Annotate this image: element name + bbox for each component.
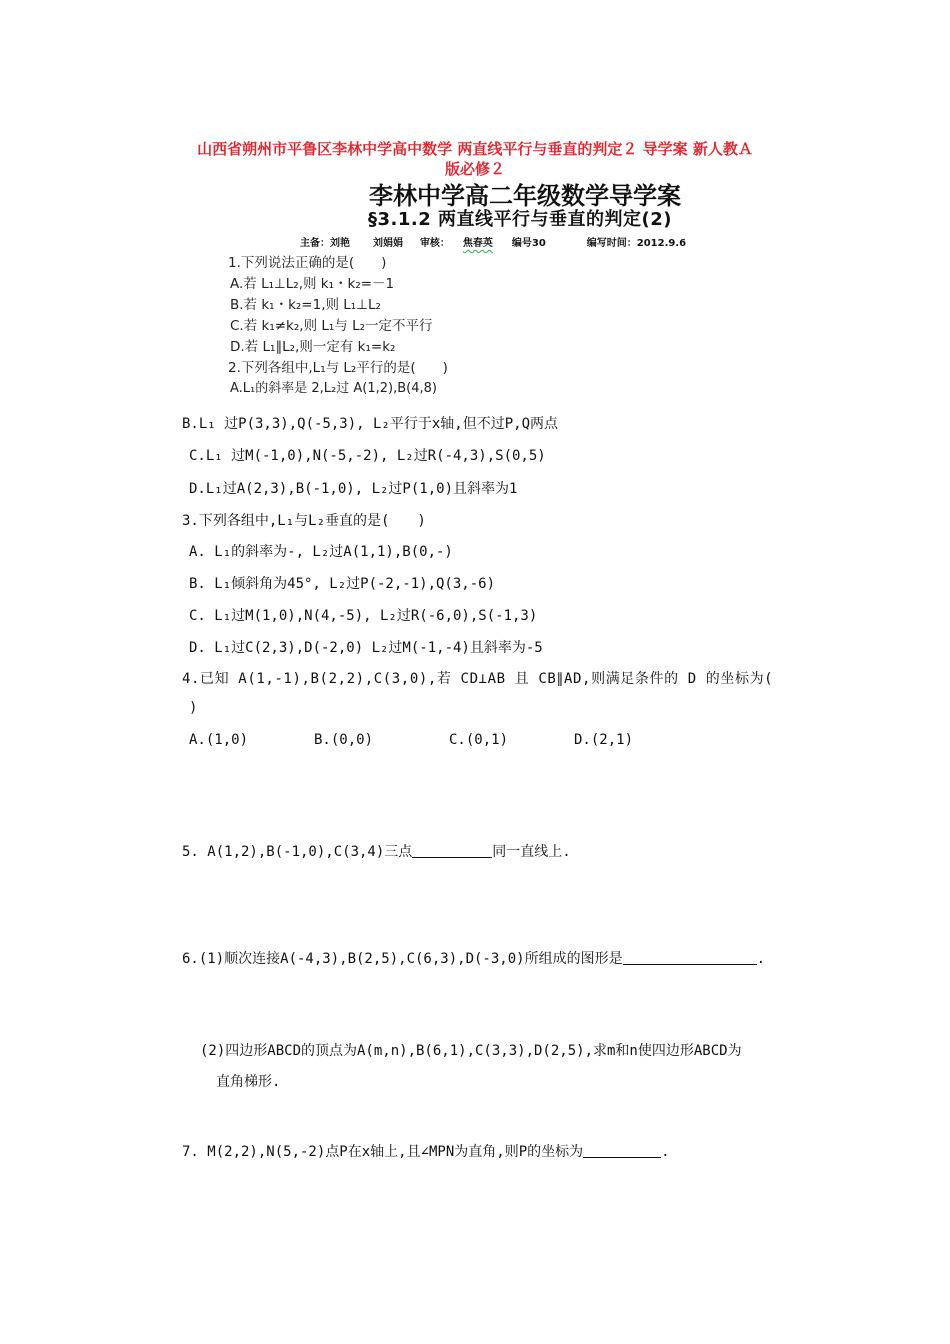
reviewer-label: 审核： bbox=[419, 238, 450, 249]
q4-option-c: C.(0,1) bbox=[449, 732, 509, 748]
q6-part1-line bbox=[182, 948, 765, 968]
q4-option-a: A.(1,0) bbox=[189, 732, 249, 748]
q3-option-b: B. L₁倾斜角为45°, L₂过P(-2,-1),Q(3,-6) bbox=[189, 576, 496, 592]
document-title-line2: 版必修２ bbox=[444, 160, 505, 178]
q7-line bbox=[182, 1141, 670, 1161]
q6-part1-text: 6.(1)顺次连接A(-4,3),B(2,5),C(6,3),D(-3,0)所组成的图形是 bbox=[182, 951, 623, 967]
q2-option-b: B.L₁ 过P(3,3),Q(-5,3), L₂平行于x轴,但不过P,Q两点 bbox=[182, 416, 559, 432]
q6-part2-line1: (2)四边形ABCD的顶点为A(m,n),B(6,1),C(3,3),D(2,5),求m和n使四边形ABCD为 bbox=[200, 1043, 742, 1059]
q7-text-before: 7. M(2,2),N(5,-2)点P在x轴上,且∠MPN为直角,则P的坐标为 bbox=[182, 1144, 584, 1160]
q3-option-c: C. L₁过M(1,0),N(4,-5), L₂过R(-6,0),S(-1,3) bbox=[189, 608, 538, 624]
q1-option-b: B.若 k₁・k₂=1,则 L₁⊥L₂ bbox=[230, 297, 381, 313]
q4-stem: 4.已知 A(1,-1),B(2,2),C(3,0),若 CD⊥AB 且 CB∥AD,则满足条件的 D 的坐标为( bbox=[182, 671, 774, 687]
reviewer-name: 焦春英 bbox=[462, 238, 493, 249]
q4-option-b: B.(0,0) bbox=[314, 732, 374, 748]
document-number: 编号30 bbox=[511, 238, 546, 249]
q1-option-c: C.若 k₁≠k₂,则 L₁与 L₂一定不平行 bbox=[230, 318, 433, 334]
q5-answer-blank[interactable] bbox=[412, 843, 492, 858]
q3-stem: 3.下列各组中,L₁与L₂垂直的是( ) bbox=[182, 513, 426, 529]
section-title: §3.1.2 两直线平行与垂直的判定(2) bbox=[368, 209, 672, 230]
q2-option-c: C.L₁ 过M(-1,0),N(-5,-2), L₂过R(-4,3),S(0,5) bbox=[189, 448, 546, 464]
meta-line bbox=[300, 234, 686, 249]
q6-part1-end: . bbox=[756, 951, 766, 967]
editor-name-2: 刘娟娟 bbox=[372, 238, 403, 249]
q1-option-a: A.若 L₁⊥L₂,则 k₁・k₂=－1 bbox=[230, 276, 395, 292]
q5-text-before: 5. A(1,2),B(-1,0),C(3,4)三点 bbox=[182, 844, 413, 860]
q5-line bbox=[182, 841, 571, 861]
q7-text-after: . bbox=[661, 1144, 670, 1160]
q5-text-after: 同一直线上. bbox=[492, 844, 571, 860]
school-title: 李林中学高二年级数学导学案 bbox=[369, 182, 681, 210]
editor-name: 刘艳 bbox=[330, 238, 350, 249]
q4-option-d: D.(2,1) bbox=[574, 732, 634, 748]
q3-option-a: A. L₁的斜率为-, L₂过A(1,1),B(0,-) bbox=[189, 544, 453, 560]
q1-stem: 1.下列说法正确的是( ) bbox=[228, 255, 387, 271]
q7-answer-blank[interactable] bbox=[583, 1143, 661, 1158]
document-title-line1: 山西省朔州市平鲁区李林中学高中数学 两直线平行与垂直的判定２ 导学案 新人教Ａ bbox=[197, 140, 753, 158]
q6-part2-line2: 直角梯形. bbox=[216, 1074, 281, 1090]
compile-date: 编写时间：2012.9.6 bbox=[586, 238, 687, 249]
editor-label: 主备： bbox=[300, 238, 330, 249]
q2-stem: 2.下列各组中,L₁与 L₂平行的是( ) bbox=[228, 360, 448, 376]
q2-option-a: A.L₁的斜率是 2,L₂过 A(1,2),B(4,8) bbox=[230, 381, 437, 396]
q6-part1-answer-blank[interactable] bbox=[623, 950, 757, 965]
q4-stem-close: ) bbox=[189, 700, 198, 716]
q2-option-d: D.L₁过A(2,3),B(-1,0), L₂过P(1,0)且斜率为1 bbox=[189, 481, 518, 497]
q3-option-d: D. L₁过C(2,3),D(-2,0) L₂过M(-1,-4)且斜率为-5 bbox=[189, 640, 543, 656]
q1-option-d: D.若 L₁∥L₂,则一定有 k₁=k₂ bbox=[230, 339, 396, 355]
